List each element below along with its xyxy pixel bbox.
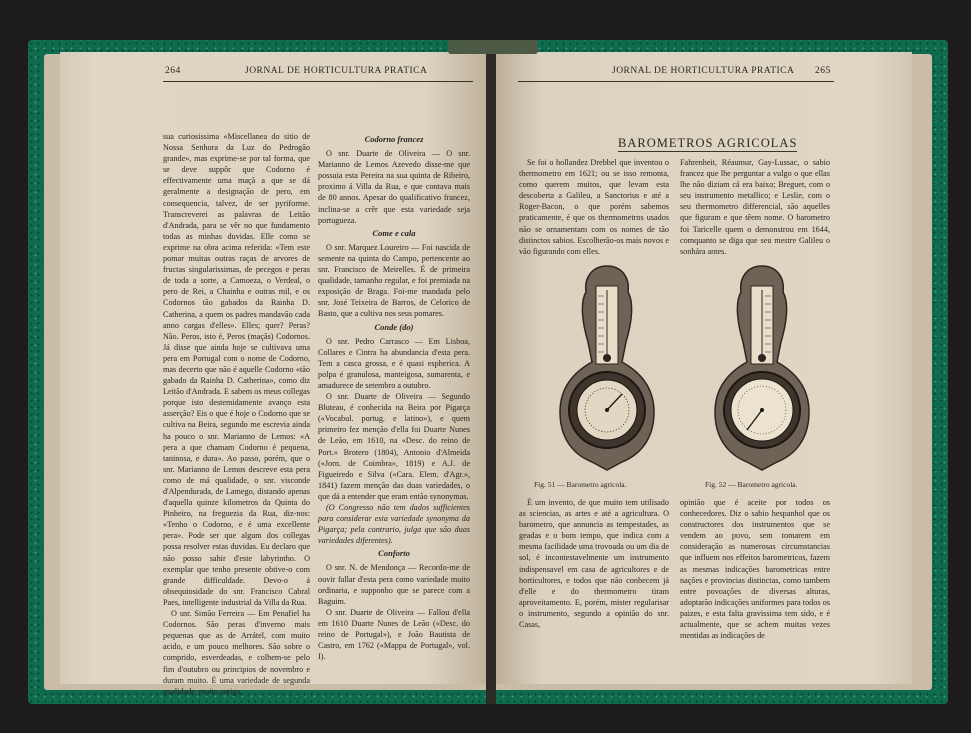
right-running-head: JORNAL DE HORTICULTURA PRATICA bbox=[612, 66, 795, 76]
paragraph: O snr. Duarte de Oliveira — Fallou d'ella em 1610 Duarte Nunes de Leão («Desc. do reino de Portugal»), e João Bautista de Castro, em 1762 («Mappa de Portugal», vol. I). bbox=[318, 607, 470, 662]
right-bottom-column-1 bbox=[519, 497, 669, 630]
paragraph: É um invento, de que muito tem utilisado as sciencias, as artes e até a agricultura. O barometro, que annuncia as tempestades, as geadas e o bom tempo, que indica com a mesma facilidade uma trovoada ou um dia de sol, é incontestavelmente um instrumento indispensavel em casa de agricultores e de horticultores, e todos que não conhecem já d'elle e do thermometro tiram aproveitamento. E, porém, mister regularisar o instrumento, segundo a opinião do snr. Casas, bbox=[519, 498, 669, 630]
left-column-2 bbox=[318, 132, 470, 662]
congress-note: (O Congresso não tem dados sufficientes para considerar esta variedade synonyma da Pigarça; pela contrario, julga que são duas variedades diferentes). bbox=[318, 503, 470, 546]
barometer-illustration-1 bbox=[552, 262, 662, 474]
section-title: Conde (do) bbox=[374, 321, 414, 332]
book-gutter bbox=[486, 40, 496, 704]
paragraph: O snr. Marquez Loureiro — Foi nascida de semente na quinta do Campo, pertencente ao snr. Francisco de Meirelles. É de primeira qualidade, tamanho regular, e foi premiada na exposição de Braga. Foi-me mandada pelo snr. José Teixeira de Barros, de Celorico de Basto, que a cultiva nos seus pomares. bbox=[318, 242, 470, 319]
left-running-head: JORNAL DE HORTICULTURA PRATICA bbox=[245, 66, 428, 76]
section-title: Codorno francez bbox=[364, 134, 424, 144]
right-header-rule bbox=[518, 81, 834, 82]
paragraph: Fahrenheit, Réaumur, Gay-Lussac, o sabio francez que lhe perguntar a vulgo o que ellas lhe não diziam cá era baixo; Breguet, com o seu instrumento metallico; e Leslie, com o seu thermometro differencial, são aquelles que figuram e que têem nome. O barometro foi Taricelle quem o demonstrou em 1644, comquanto se diga que seu mestre Galileu o sonhára antes. bbox=[680, 158, 830, 256]
left-page-number: 264 bbox=[165, 66, 181, 76]
paragraph: Se foi o hollandez Drebbel que inventou o thermometro em 1621; ou se isso remonta, como querem muitos, que levam esta descoberta a Galileu, a Sanctorius e até a Roger-Bacon, o que porém sabemos praticamente, é que os thermometros usados não se ornamentam com os nomes de tão distinctos sabios. Escolherão-os mais novos e vão figurando com elles. bbox=[519, 158, 669, 256]
right-bottom-column-2 bbox=[680, 497, 830, 641]
paragraph: sua curiosissima «Miscellanea do sitio de Nossa Senhora da Luz do Pedrogão grande», mas exprime-se por tal forma, que se deve suppôr que Codorno é effectivamente uma maçã a que se dá geralmente a designação de pero, em consequencia, talvez, de ser pyriforme. Transcreverei as palavras de Leitão d'Andrada, para se vêr no que fundamento todas as minhas duvidas. Elle como se exprime na obra acima referida: «Tem este pomar muitas outras raças de arvores de fructas singularissimas, de pecegos e peras de toda a sorte, a Camoeza, o Verdeal, o pero de Rei, a Chainha e outras mil, e os Codornos tão gabados da Rainha D. Catherina, a quem os padres mandavão cada anno cargas d'elles». Elles; quer? Peras? Não. Peros, isto é, Peros (maçãs) Codornos. Já disse que ainda hoje se cultivava uma pera em Portugal com o nome de Codorno, mas decerto que não é aquelle Codorno «tão gabado da Rainha D. Catherina», como diz Leitão d'Andrada. E sabem os meus collegas porque isto destemidamente avanço esta asserção? Eis o que é hoje o Codorno que se cultiva na Beira, segundo me escrevia ainda ha pouco o snr. Marianno de Lemos: «A pera a que chamam Codorno é pequena, taninosa, e dura». Ao passo, porém, que o snr. Marianno de Lemos descreve esta pera como de má qualidade, o snr. visconde d'Alpendurada, de Lamego, distando apenas d'aquella quinze kilometros da Quinta do Pinheiro, na freguezia da Rua, diz-nos: «Tenho o Codorno, e é uma excellente pera». Pode ser que algum dos collegas possa resolver estas duvidas. Eu declaro que não posso sahir d'este labyrintho. O exemplar que tenho presente obtive-o com grande difficuldade. Devo-o á obsequiosidade do snr. Francisco Cabral Paes, intelligente industrial da Villa da Rua. bbox=[163, 132, 310, 607]
right-page-number: 265 bbox=[815, 66, 831, 76]
left-header-rule bbox=[163, 81, 473, 82]
paragraph: O snr. Simão Ferreira — Em Penafiel ha Codornos. São peras d'inverno mais pequenas que as de Arrátel, com muito acido, e um pouco melhores. São sobre o comprido, esverdeadas, e colhem-se pelo fim d'outubro ou principios de novembro e duram muito. É uma variedade de segunda qualidade, muito antiga. bbox=[163, 609, 310, 696]
right-top-column-1 bbox=[519, 157, 669, 257]
barometer-illustration-2 bbox=[707, 262, 817, 474]
paragraph: O snr. N. de Mendonça — Recordo-me de ouvir fallar d'esta pera como variedade muito ordinaria, e supponho que se parece com a Baguim. bbox=[318, 563, 470, 606]
figure-caption-1: Fig. 51 — Barometro agricola. bbox=[534, 480, 627, 489]
paragraph: O snr. Pedro Carrasco — Em Lisboa, Collares e Cintra ha abundancia d'esta pera. Tem a casca grossa, e é quasi espherica. A polpa é granulosa, manteigosa, sumarenta, e amadurece de setembro a outubro. bbox=[318, 336, 470, 390]
section-title: Come e cala bbox=[372, 227, 416, 238]
section-title: Conforto bbox=[378, 548, 410, 559]
figure-caption-2: Fig. 52 — Barometro agricola. bbox=[705, 480, 798, 489]
paragraph: O snr. Duarte de Oliveira — Segundo Bluteau, é conhecida na Beira por Pigarça («Vocabul. portug. e latino»), e quem primeiro fez menção d'ella foi Duarte Nunes de Leão, em 1610, na «Desc. do reino de Port.» Brotero (1804), Antonio d'Almeida («Jorn. de Coimbra», 1819) e A.J. de Figueiredo e Silva («Cara. Elem. d'Agr.», 1841) fazem menção das duas variedades, o que dá a entender que eram então synonymas. bbox=[318, 392, 470, 501]
paragraph: opinião que é aceite por todos os conhecedores. Diz o sabio hespanhol que os constructores dos instrumentos que se vendem ao povo, sem tomarem em consideração as numerosas circumstancias que influem nos effeitos barometricos, fazem as mesmas indicações barometricas entre nações e provincias distinctas, como tambem entre povoações de diversas alturas, adoptarão indicações uniformes para todos os paizes, e esta falta gravissima tem sido, e é actualmente, que se achem muitas vezes mentidas as indicações de bbox=[680, 498, 830, 641]
article-title: BAROMETROS AGRICOLAS bbox=[618, 136, 798, 150]
left-column-1 bbox=[163, 131, 310, 697]
bookmark-ribbon bbox=[448, 40, 538, 54]
paragraph: O snr. Duarte de Oliveira — O snr. Marianno de Lemos Azevedo disse-me que possuia esta Pereira na sua quinta de Ribeiro, proximo á Villa da Rua, e que contava mais de 80 annos. Apesar do qualificativo francez, inclina-se a crêr que esta variedade seja portugueza. bbox=[318, 149, 470, 225]
right-top-column-2 bbox=[680, 157, 830, 257]
